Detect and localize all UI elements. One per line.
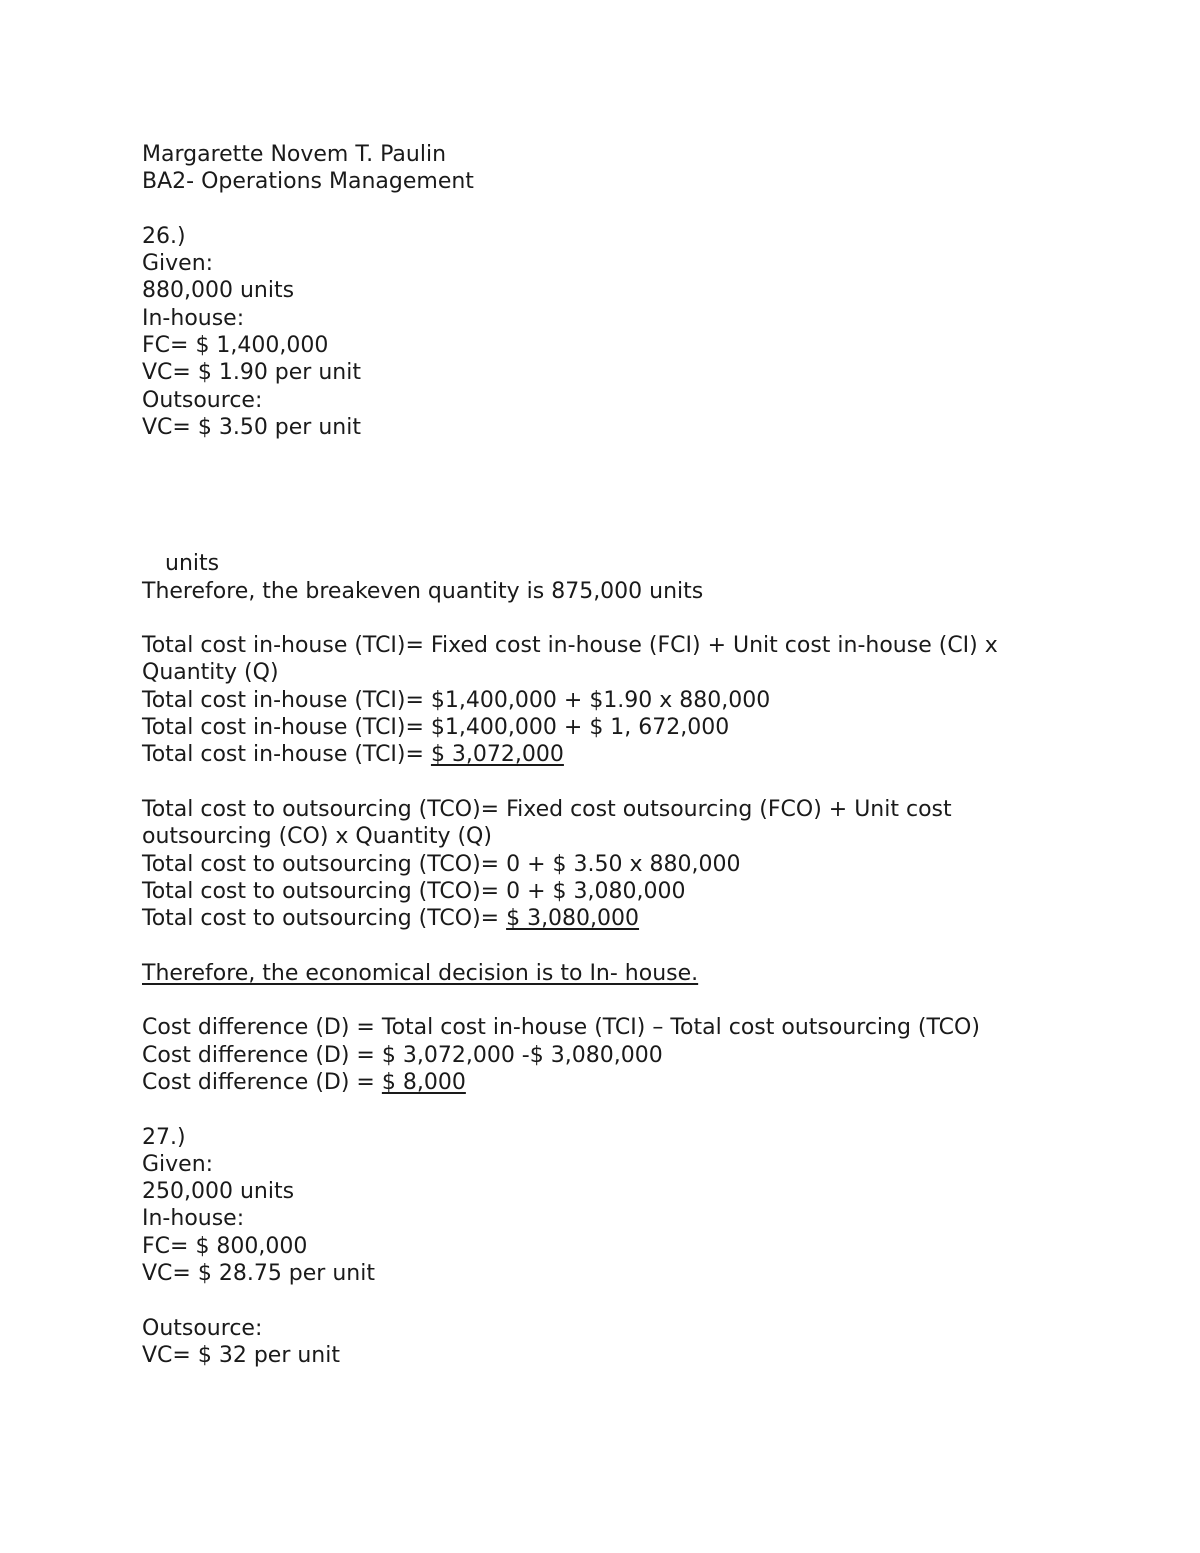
outsource-label: Outsource: xyxy=(142,1315,263,1341)
given-label: Given: xyxy=(142,1151,214,1177)
tco-formula-cont: outsourcing (CO) x Quantity (Q) xyxy=(142,824,492,850)
given-label: Given: xyxy=(142,251,214,277)
tco-result-value: $ 3,080,000 xyxy=(506,906,640,932)
decision-statement: Therefore, the economical decision is to In- house. xyxy=(142,960,699,986)
inhouse-variable-cost: VC= $ 28.75 per unit xyxy=(142,1260,375,1286)
tci-result-value: $ 3,072,000 xyxy=(430,742,564,768)
diff-result-label: Cost difference (D) = xyxy=(142,1069,382,1095)
outsource-variable-cost: VC= $ 32 per unit xyxy=(142,1342,340,1368)
outsource-variable-cost: VC= $ 3.50 per unit xyxy=(142,414,361,440)
given-units: 250,000 units xyxy=(142,1179,295,1205)
tci-result-label: Total cost in-house (TCI)= xyxy=(142,742,431,768)
breakeven-conclusion: Therefore, the breakeven quantity is 875,000 units xyxy=(142,578,704,604)
outsource-label: Outsource: xyxy=(142,387,263,413)
tci-step-2: Total cost in-house (TCI)= $1,400,000 + $ 1, 672,000 xyxy=(142,715,730,741)
tco-step-1: Total cost to outsourcing (TCO)= 0 + $ 3.50 x 880,000 xyxy=(142,851,741,877)
tco-step-2: Total cost to outsourcing (TCO)= 0 + $ 3,080,000 xyxy=(142,878,686,904)
problem-26-number: 26.) xyxy=(142,223,186,249)
blank-line xyxy=(142,1096,1082,1123)
diff-result xyxy=(142,1069,1082,1096)
blank-line xyxy=(142,196,1082,223)
problem-27-number: 27.) xyxy=(142,1124,186,1150)
diff-formula: Cost difference (D) = Total cost in-house (TCI) – Total cost outsourcing (TCO) xyxy=(142,1015,980,1041)
course-title: BA2- Operations Management xyxy=(142,169,474,195)
tco-result-label: Total cost to outsourcing (TCO)= xyxy=(142,906,507,932)
blank-line xyxy=(142,932,1082,959)
blank-line xyxy=(142,987,1082,1014)
tco-formula: Total cost to outsourcing (TCO)= Fixed cost outsourcing (FCO) + Unit cost xyxy=(142,796,952,822)
equation-space xyxy=(142,441,1082,550)
tci-formula: Total cost in-house (TCI)= Fixed cost in-house (FCI) + Unit cost in-house (CI) x xyxy=(142,633,998,659)
author-name: Margarette Novem T. Paulin xyxy=(142,142,447,167)
diff-step: Cost difference (D) = $ 3,072,000 -$ 3,080,000 xyxy=(142,1042,663,1068)
inhouse-fixed-cost: FC= $ 800,000 xyxy=(142,1233,308,1259)
inhouse-label: In-house: xyxy=(142,305,245,331)
tci-result xyxy=(142,741,1082,768)
tci-formula-cont: Quantity (Q) xyxy=(142,660,279,686)
inhouse-variable-cost: VC= $ 1.90 per unit xyxy=(142,360,361,386)
given-units: 880,000 units xyxy=(142,278,295,304)
diff-result-value: $ 8,000 xyxy=(381,1069,466,1095)
tci-step-1: Total cost in-house (TCI)= $1,400,000 + $1.90 x 880,000 xyxy=(142,687,771,713)
inhouse-fixed-cost: FC= $ 1,400,000 xyxy=(142,333,329,359)
blank-line xyxy=(142,769,1082,796)
tco-result xyxy=(142,905,1082,932)
inhouse-label: In-house: xyxy=(142,1206,245,1232)
document-page xyxy=(142,141,1082,1369)
blank-line xyxy=(142,1287,1082,1314)
units-tail: units xyxy=(165,551,220,577)
blank-line xyxy=(142,605,1082,632)
